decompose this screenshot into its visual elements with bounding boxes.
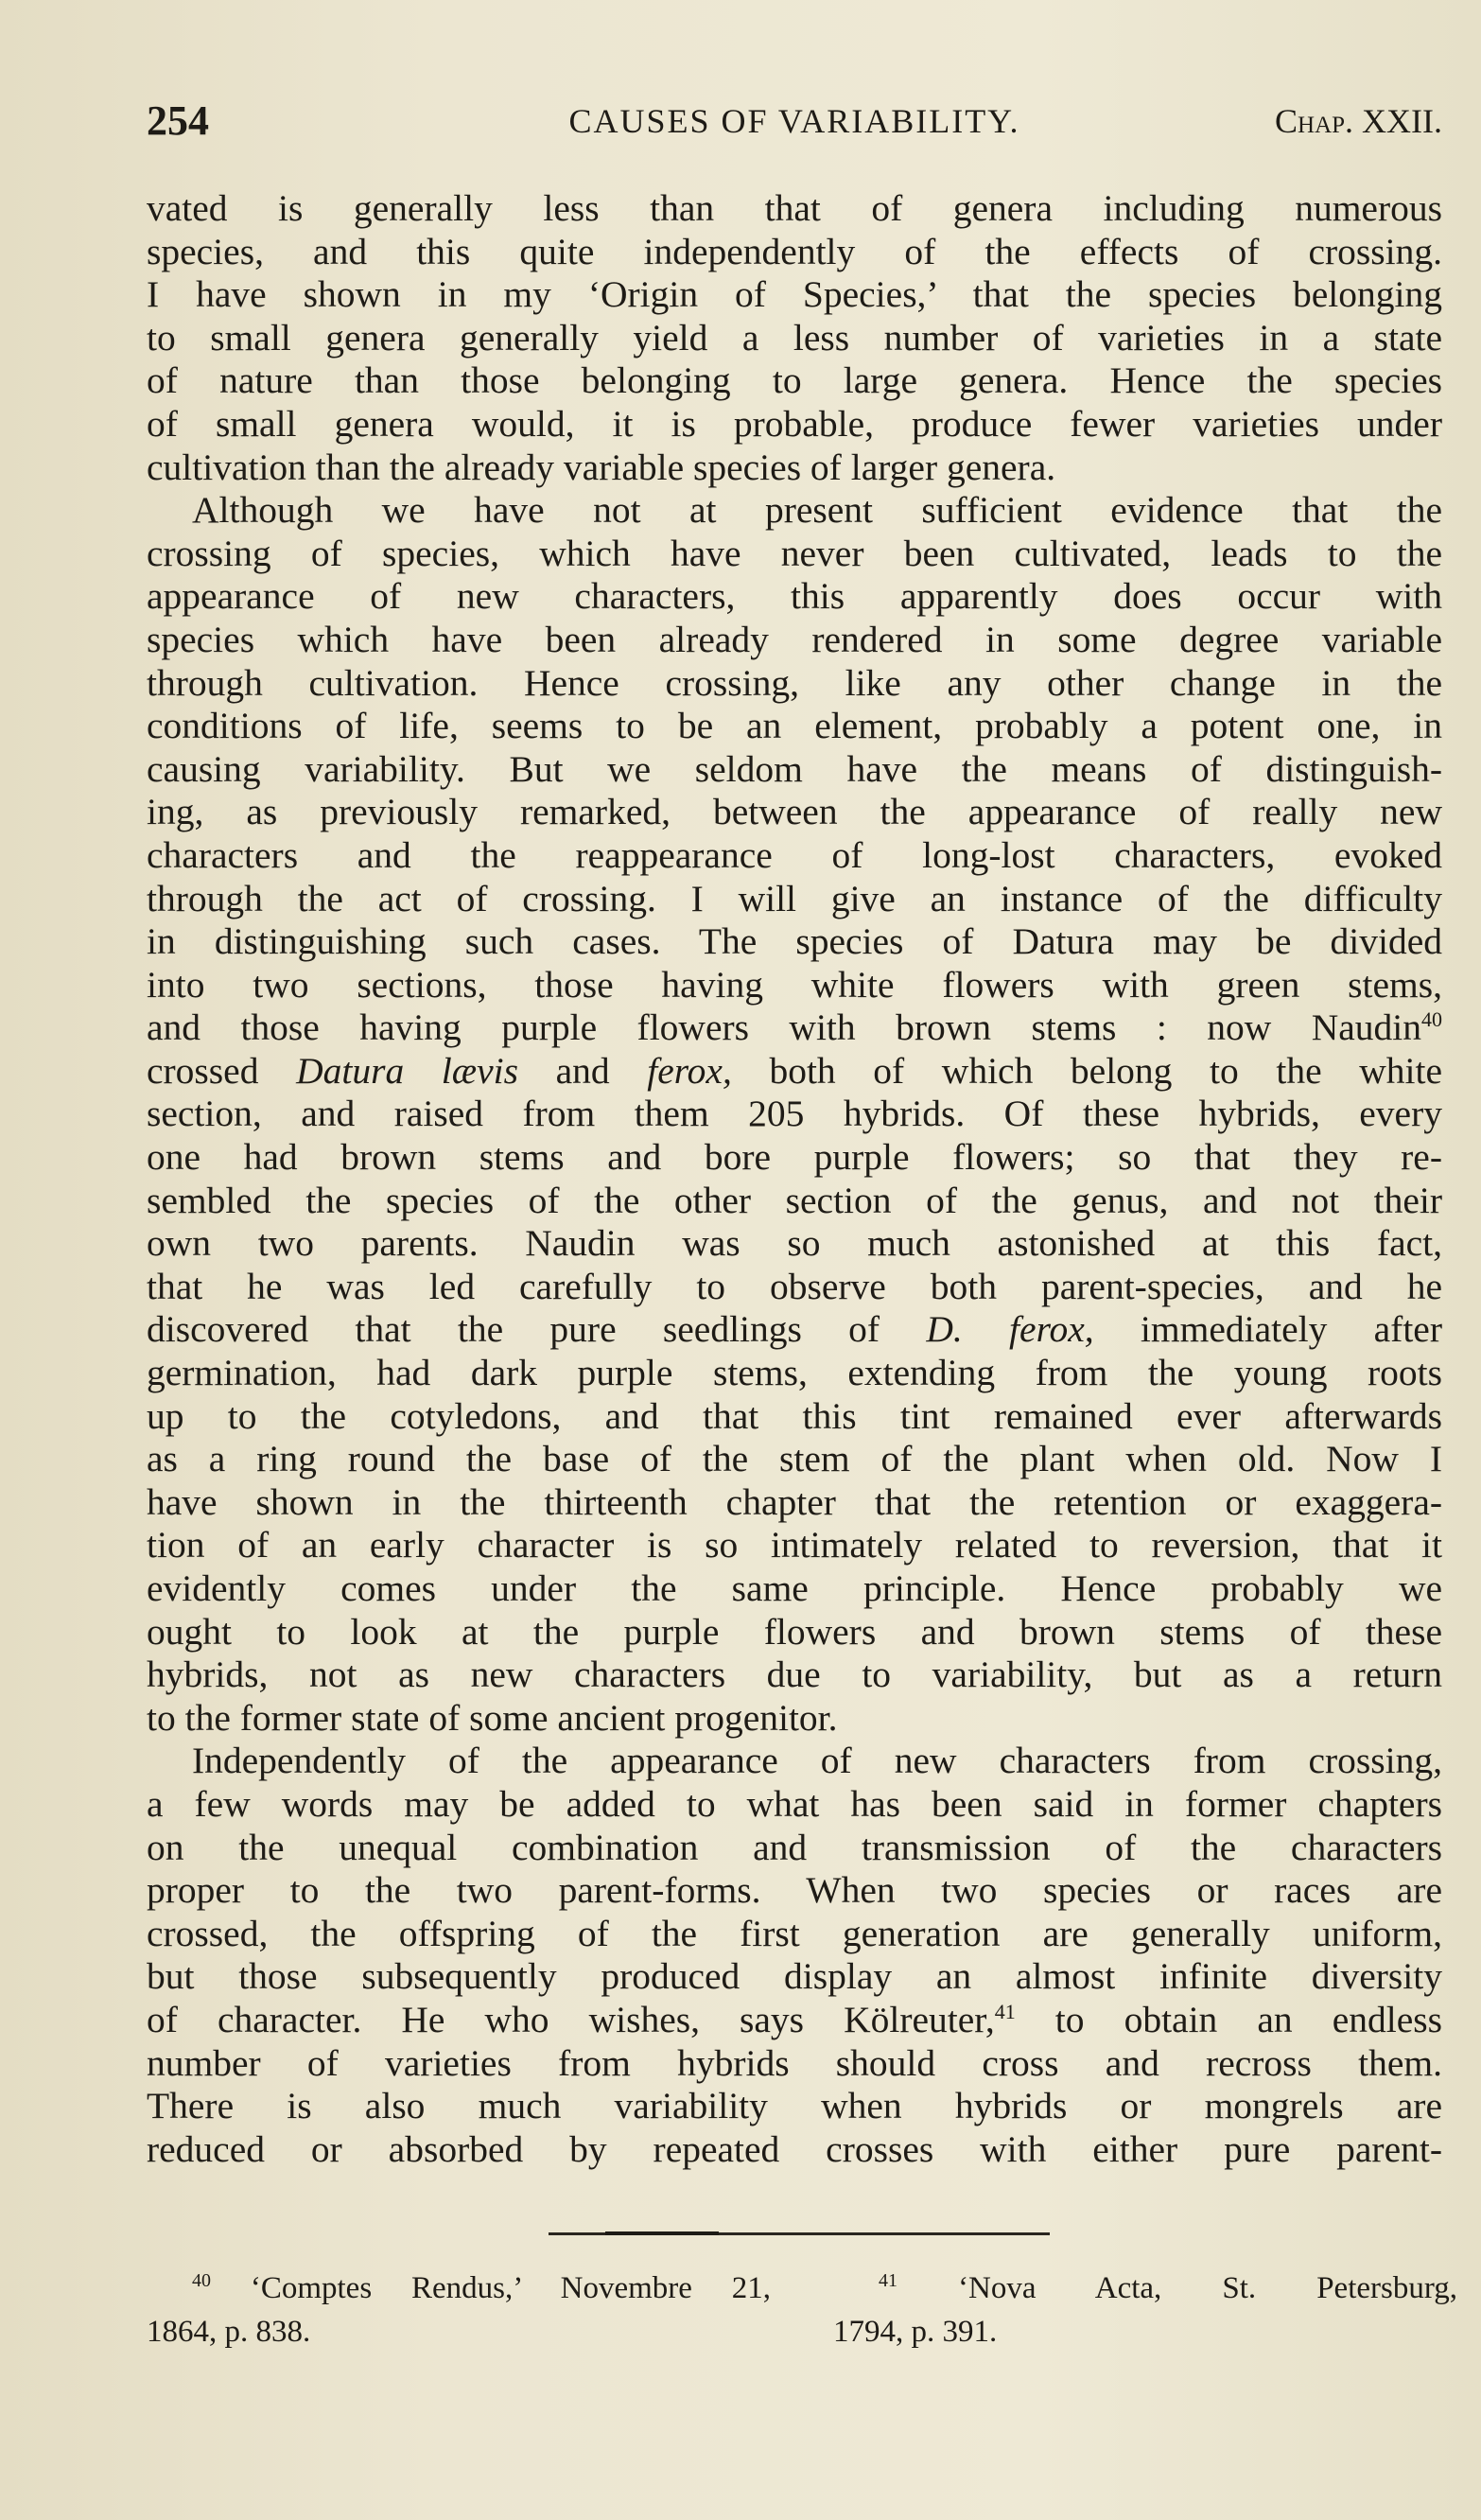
text-line [147, 187, 1442, 231]
text-line [147, 1352, 1442, 1395]
running-header [147, 93, 1442, 149]
text-segment: conditions of life, seems to be an element, probably a potent one, in [147, 705, 1442, 747]
text-line [147, 1136, 1442, 1180]
page-number: 254 [147, 97, 209, 144]
footnote-40 [147, 2266, 771, 2354]
text-segment: to obtain an endless [1015, 1998, 1442, 2040]
text-segment: both of which belong to the white [731, 1049, 1442, 1092]
text-segment: Independently of the appearance of new characters from crossing, [192, 1740, 1442, 1782]
text-segment: as a ring round the base of the stem of the plant when old. Now I [147, 1438, 1442, 1480]
text-segment: own two parents. Naudin was so much astonished at this fact, [147, 1222, 1442, 1265]
footnote-rule [549, 2232, 1050, 2235]
text-segment: a few words may be added to what has been said in former chapters [147, 1782, 1442, 1825]
text-line [147, 1654, 1442, 1697]
text-line [147, 705, 1442, 748]
text-line [147, 575, 1442, 619]
body-text [147, 187, 1442, 2171]
text-segment: There is also much variability when hybrids or mongrels are [147, 2085, 1442, 2127]
text-segment: immediately after [1093, 1308, 1442, 1351]
text-line [147, 489, 1442, 533]
text-segment: on the unequal combination and transmission of the characters [147, 1826, 1442, 1868]
footnote-reference: 40 [1421, 1007, 1442, 1032]
text-line [147, 1999, 1442, 2042]
text-segment: hybrids, not as new characters due to variability, but as a return [147, 1654, 1442, 1696]
text-line [147, 1438, 1442, 1481]
text-segment: crossed, the offspring of the first generation are generally uniform, [147, 1912, 1442, 1954]
text-segment: Although we have not at present sufficient evidence that the [192, 489, 1442, 532]
text-segment: but those subsequently produced display an almost infinite diversity [147, 1955, 1442, 1998]
text-line [147, 1395, 1442, 1439]
text-line [147, 1913, 1442, 1956]
text-segment: discovered that the pure seedlings of [147, 1308, 927, 1351]
text-segment: evidently comes under the same principle. Hence probably we [147, 1567, 1442, 1609]
text-line [147, 834, 1442, 878]
text-line [147, 662, 1442, 706]
text-segment: ing, as previously remarked, between the appearance of really new [147, 791, 1442, 833]
text-segment: have shown in the thirteenth chapter that the retention or exaggera- [147, 1480, 1442, 1523]
footnote-41-mark: 41 [879, 2270, 897, 2291]
text-segment: section, and raised from them 205 hybrids. Of these hybrids, every [147, 1093, 1442, 1135]
text-segment: ought to look at the purple flowers and brown stems of these [147, 1610, 1442, 1653]
text-line [147, 2042, 1442, 2086]
text-line [147, 1481, 1442, 1525]
text-segment: in distinguishing such cases. The species of Datura may be divided [147, 920, 1442, 963]
text-line [147, 359, 1442, 403]
text-line [147, 317, 1442, 360]
text-segment: causing variability. But we seldom have the means of distinguish- [147, 747, 1442, 790]
text-line [147, 403, 1442, 446]
text-line [147, 2085, 1442, 2128]
text-segment: into two sections, those having white flowers with green stems, [147, 963, 1442, 1006]
text-line [147, 920, 1442, 964]
text-line [147, 1827, 1442, 1870]
text-line [147, 1524, 1442, 1567]
footnote-40-line-1 [147, 2266, 771, 2310]
text-line [147, 1180, 1442, 1223]
text-line [147, 1093, 1442, 1136]
footnote-40-text-1: ‘Comptes Rendus,’ Novembre 21, [250, 2271, 772, 2305]
text-segment: reduced or absorbed by repeated crosses with either pure parent- [147, 2127, 1442, 2170]
text-segment: sembled the species of the other section of the genus, and not their [147, 1179, 1442, 1221]
text-line [147, 1955, 1442, 1999]
footnote-41 [833, 2266, 1457, 2354]
text-line [147, 2128, 1442, 2172]
text-line [147, 1266, 1442, 1309]
text-line [147, 1222, 1442, 1266]
text-segment: cultivation than the already variable species of larger genera. [147, 446, 1056, 488]
italic-text: Datura lævis [296, 1049, 519, 1092]
text-line [147, 619, 1442, 662]
text-line [147, 1697, 1442, 1741]
text-segment: of nature than those belonging to large genera. Hence the species [147, 359, 1442, 402]
text-segment: species, and this quite independently of the effects of crossing. [147, 230, 1442, 272]
text-line [147, 446, 1442, 490]
text-segment: characters and the reappearance of long-lost characters, evoked [147, 833, 1442, 876]
text-segment: appearance of new characters, this apparently does occur with [147, 575, 1442, 618]
text-line [147, 231, 1442, 274]
text-segment: crossed [147, 1049, 297, 1092]
footnote-41-text-1: ‘Nova Acta, St. Petersburg, [958, 2271, 1457, 2305]
text-line [147, 748, 1442, 792]
text-line [147, 273, 1442, 317]
text-segment: vated is generally less than that of genera including numerous [147, 187, 1442, 229]
text-line [147, 533, 1442, 576]
text-line [147, 1869, 1442, 1913]
footnote-40-mark: 40 [192, 2270, 211, 2291]
text-line [147, 791, 1442, 834]
text-segment: I have shown in my ‘Origin of Species,’ that the species belonging [147, 273, 1442, 316]
text-line [147, 1740, 1442, 1783]
text-segment: species which have been already rendered in some degree variable [147, 618, 1442, 660]
footnote-41-line-1 [833, 2266, 1457, 2310]
text-segment: number of varieties from hybrids should cross and recross them. [147, 2041, 1442, 2084]
text-segment: through cultivation. Hence crossing, like any other change in the [147, 661, 1442, 704]
text-line [147, 964, 1442, 1007]
footnote-reference: 41 [994, 1999, 1016, 2023]
text-segment: and [518, 1049, 648, 1092]
text-segment: that he was led carefully to observe both parent-species, and he [147, 1265, 1442, 1307]
text-line [147, 1006, 1442, 1050]
text-segment: up to the cotyledons, and that this tint remained ever afterwards [147, 1394, 1442, 1437]
text-segment: tion of an early character is so intimately related to reversion, that it [147, 1524, 1442, 1566]
text-segment: one had brown stems and bore purple flowers; so that they re- [147, 1136, 1442, 1179]
italic-text: D. ferox, [926, 1308, 1094, 1351]
text-line [147, 1308, 1442, 1352]
text-segment: through the act of crossing. I will give an instance of the difficulty [147, 877, 1442, 919]
text-segment: and those having purple flowers with brown stems : now Naudin [147, 1006, 1421, 1049]
italic-text: ferox, [647, 1049, 732, 1092]
text-line [147, 1611, 1442, 1654]
text-segment: to small genera generally yield a less number of varieties in a state [147, 316, 1442, 359]
text-segment: of character. He who wishes, says Kölreuter, [147, 1998, 995, 2040]
text-line [147, 1050, 1442, 1094]
text-segment: germination, had dark purple stems, extending from the young roots [147, 1352, 1442, 1394]
text-line [147, 1783, 1442, 1827]
footnote-40-line-2: 1864, p. 838. [147, 2315, 311, 2349]
chapter-label: Chap. XXII. [1275, 102, 1442, 140]
text-segment: of small genera would, it is probable, produce fewer varieties under [147, 402, 1442, 445]
running-title: CAUSES OF VARIABILITY. [568, 102, 1020, 140]
text-line [147, 1567, 1442, 1611]
text-segment: proper to the two parent-forms. When two species or races are [147, 1869, 1442, 1912]
footnote-41-line-2: 1794, p. 391. [833, 2315, 998, 2349]
text-segment: to the former state of some ancient progenitor. [147, 1696, 838, 1739]
text-segment: crossing of species, which have never been cultivated, leads to the [147, 532, 1442, 574]
text-line [147, 878, 1442, 921]
